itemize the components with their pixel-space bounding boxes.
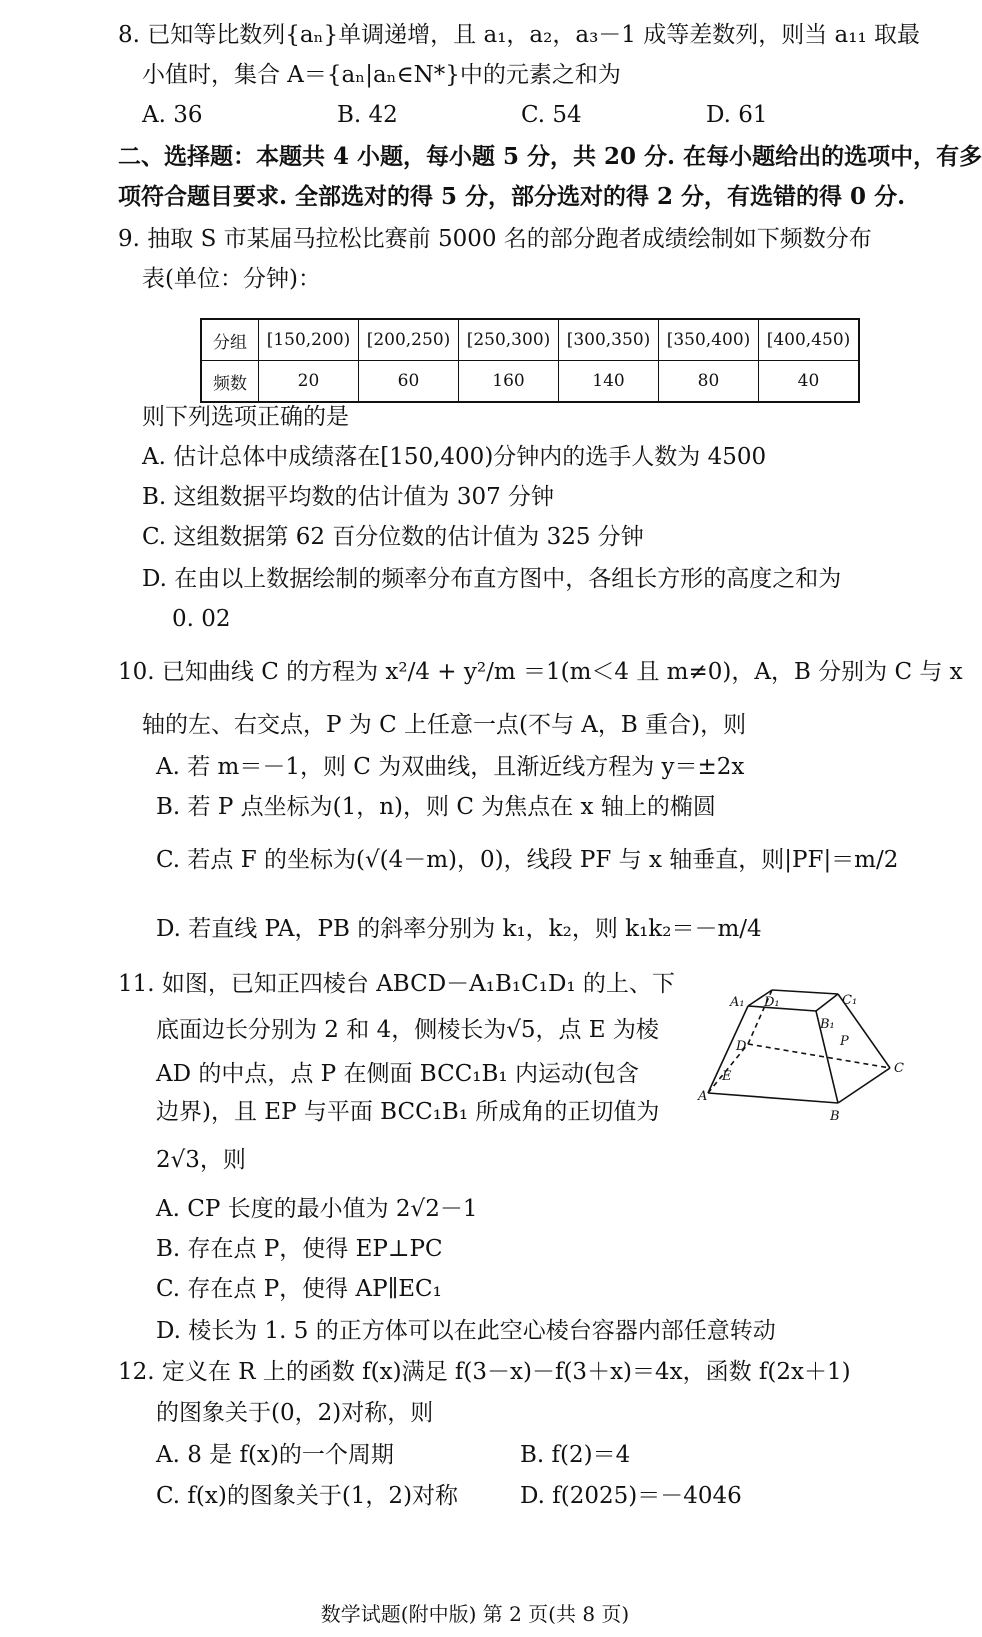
q12-stem-line2: 的图象关于(0，2)对称，则 <box>156 1400 434 1426</box>
q9-option-a: A. 估计总体中成绩落在[150,400)分钟内的选手人数为 4500 <box>142 444 767 470</box>
table-cell-freq: 140 <box>559 361 659 403</box>
q9-option-c: C. 这组数据第 62 百分位数的估计值为 325 分钟 <box>142 524 644 550</box>
edge-a1b1 <box>748 1006 816 1011</box>
q9-prompt: 则下列选项正确的是 <box>142 404 349 430</box>
q8-option-c: C. 54 <box>521 102 582 128</box>
table-cell-group: [350,400) <box>659 319 759 361</box>
edge-ab <box>708 1093 838 1103</box>
q11-option-c: C. 存在点 P，使得 AP∥EC₁ <box>156 1276 442 1302</box>
q11-stem-line1: 11. 如图，已知正四棱台 ABCD－A₁B₁C₁D₁ 的上、下 <box>118 971 675 997</box>
label-c1: C₁ <box>842 993 858 1008</box>
label-c: C <box>894 1061 904 1076</box>
table-cell-freq: 20 <box>259 361 359 403</box>
q9-stem-line2: 表(单位：分钟)： <box>142 266 321 292</box>
q9-option-d-line2: 0. 02 <box>172 606 231 632</box>
q11-stem-line5: 2√3，则 <box>156 1147 246 1173</box>
section2-heading-line1: 二、选择题：本题共 4 小题，每小题 5 分，共 20 分. 在每小题给出的选项中，有多 <box>118 143 982 170</box>
q11-stem-line2: 底面边长分别为 2 和 4，侧棱长为√5，点 E 为棱 <box>156 1017 659 1043</box>
q8-option-b: B. 42 <box>337 102 398 128</box>
edge-d1c1 <box>772 990 838 994</box>
q11-stem-line4: 边界)，且 EP 与平面 BCC₁B₁ 所成角的正切值为 <box>156 1099 660 1125</box>
frequency-table <box>200 318 860 403</box>
q9-stem-line1: 9. 抽取 S 市某届马拉松比赛前 5000 名的部分跑者成绩绘制如下频数分布 <box>118 226 872 252</box>
label-a: A <box>698 1089 708 1104</box>
label-p: P <box>840 1034 849 1049</box>
q12-option-b: B. f(2)＝4 <box>520 1442 631 1468</box>
q10-option-c: C. 若点 F 的坐标为(√(4－m)，0)，线段 PF 与 x 轴垂直，则|PF|＝m/2 <box>156 847 899 873</box>
table-cell-group: [300,350) <box>559 319 659 361</box>
table-cell-group: [250,300) <box>459 319 559 361</box>
table-cell-group: [150,200) <box>259 319 359 361</box>
label-b: B <box>830 1109 840 1124</box>
table-cell-freq: 80 <box>659 361 759 403</box>
page-footer: 数学试题(附中版) 第 2 页(共 8 页) <box>320 1602 630 1626</box>
table-row <box>201 361 859 403</box>
table-row <box>201 319 859 361</box>
label-d: D <box>736 1039 747 1054</box>
q8-stem-line2: 小值时，集合 A＝{aₙ|aₙ∈N*}中的元素之和为 <box>142 62 621 88</box>
table-cell-freq: 40 <box>759 361 860 403</box>
q9-option-d-line1: D. 在由以上数据绘制的频率分布直方图中，各组长方形的高度之和为 <box>142 566 842 592</box>
q12-option-c: C. f(x)的图象关于(1，2)对称 <box>156 1483 459 1509</box>
q10-option-a: A. 若 m＝－1，则 C 为双曲线，且渐近线方程为 y＝±2x <box>156 754 745 780</box>
q8-option-a: A. 36 <box>142 102 203 128</box>
table-header-freq: 频数 <box>201 361 259 403</box>
q10-stem-line2: 轴的左、右交点，P 为 C 上任意一点(不与 A，B 重合)，则 <box>142 712 747 738</box>
edge-dc <box>748 1044 890 1068</box>
q9-option-b: B. 这组数据平均数的估计值为 307 分钟 <box>142 484 555 510</box>
q8-option-d: D. 61 <box>706 102 768 128</box>
frustum-figure <box>698 993 910 1128</box>
label-d1: D₁ <box>764 995 780 1010</box>
q8-stem-line1: 8. 已知等比数列{aₙ}单调递增，且 a₁，a₂，a₃－1 成等差数列，则当 a₁₁ 取最 <box>118 22 921 48</box>
q10-option-d: D. 若直线 PA，PB 的斜率分别为 k₁，k₂，则 k₁k₂＝－m/4 <box>156 916 762 942</box>
q11-stem-line3: AD 的中点，点 P 在侧面 BCC₁B₁ 内运动(包含 <box>156 1061 639 1087</box>
table-cell-freq: 60 <box>359 361 459 403</box>
table-header-group: 分组 <box>201 319 259 361</box>
q12-option-d: D. f(2025)＝－4046 <box>520 1483 742 1509</box>
q10-stem-line1: 10. 已知曲线 C 的方程为 x²/4 + y²/m ＝1(m＜4 且 m≠0)，A，B 分别为 C 与 x <box>118 659 963 685</box>
label-b1: B₁ <box>820 1017 835 1032</box>
edge-b1c1 <box>816 994 838 1011</box>
q11-option-d: D. 棱长为 1. 5 的正方体可以在此空心棱台容器内部任意转动 <box>156 1318 776 1344</box>
q11-option-a: A. CP 长度的最小值为 2√2－1 <box>156 1196 478 1222</box>
q12-option-a: A. 8 是 f(x)的一个周期 <box>156 1442 394 1468</box>
q12-stem-line1: 12. 定义在 R 上的函数 f(x)满足 f(3－x)－f(3＋x)＝4x，函数 f(2x＋1) <box>118 1359 851 1385</box>
label-e: E <box>722 1069 732 1084</box>
q10-option-b: B. 若 P 点坐标为(1，n)，则 C 为焦点在 x 轴上的椭圆 <box>156 794 716 820</box>
edge-bc <box>838 1068 890 1103</box>
section2-heading-line2: 项符合题目要求. 全部选对的得 5 分，部分选对的得 2 分，有选错的得 0 分. <box>118 183 906 210</box>
table-cell-freq: 160 <box>459 361 559 403</box>
table-cell-group: [200,250) <box>359 319 459 361</box>
table-cell-group: [400,450) <box>759 319 860 361</box>
q11-option-b: B. 存在点 P，使得 EP⊥PC <box>156 1236 443 1262</box>
label-a1: A₁ <box>730 995 745 1010</box>
